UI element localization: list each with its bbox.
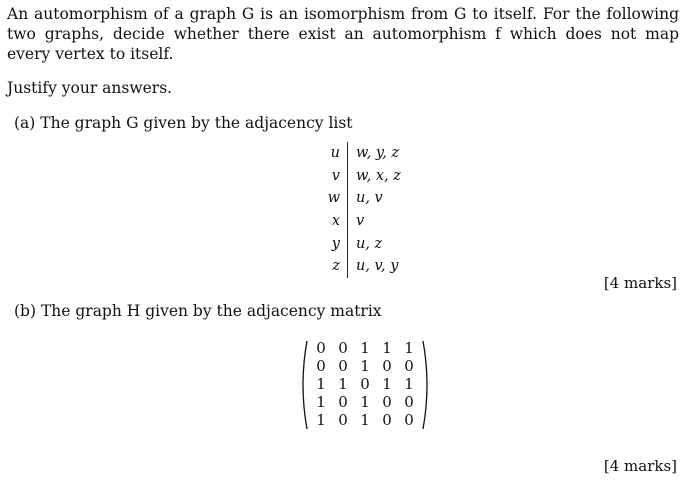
adjacency-vertex: w [327,190,340,207]
matrix-cell: 1 [338,375,348,393]
matrix-cell: 1 [316,411,326,429]
matrix-cell: 0 [404,393,414,411]
matrix-cell: 1 [316,393,326,411]
matrix-cell: 0 [404,357,414,375]
matrix-cell: 1 [382,375,392,393]
matrix-cell: 1 [360,411,370,429]
matrix-row [310,357,420,375]
adjacency-row [318,232,401,255]
matrix-cell: 0 [338,339,348,357]
matrix-cell: 1 [404,375,414,393]
part-b-heading: (b) The graph H given by the adjacency matrix [14,302,382,320]
justify-instruction: Justify your answers. [7,79,173,97]
matrix-cell: 0 [316,357,326,375]
matrix-cell: 0 [316,339,326,357]
adjacency-row [318,210,401,233]
adjacency-neighbors: w, x, z [347,165,401,188]
matrix-cell: 0 [338,393,348,411]
left-parenthesis [298,339,308,431]
adjacency-neighbors: u, z [347,232,382,255]
matrix-cell: 1 [360,393,370,411]
matrix-cell: 1 [360,339,370,357]
matrix-row [310,375,420,393]
adjacency-vertex: z [332,258,340,275]
adjacency-vertex: x [331,213,340,230]
adjacency-row [318,187,401,210]
matrix-cell: 1 [360,357,370,375]
matrix-cell: 0 [338,357,348,375]
matrix-cell: 0 [382,411,392,429]
matrix-cell: 0 [382,393,392,411]
matrix-row [310,393,420,411]
matrix-cell: 1 [382,339,392,357]
adjacency-vertex: y [331,235,340,252]
adjacency-row [318,255,401,278]
adjacency-vertex: u [330,145,340,162]
marks-part-a: [4 marks] [603,274,677,292]
part-a-heading: (a) The graph G given by the adjacency list [14,114,353,132]
matrix-body [308,339,422,431]
matrix-cell: 0 [360,375,370,393]
matrix-cell: 0 [382,357,392,375]
adjacency-neighbors: w, y, z [347,142,399,165]
matrix-row [310,411,420,429]
matrix-cell: 1 [316,375,326,393]
right-parenthesis [422,339,432,431]
adjacency-row [318,165,401,188]
matrix-cell: 0 [338,411,348,429]
adjacency-neighbors: u, v [347,187,383,210]
marks-part-b: [4 marks] [603,457,677,475]
adjacency-list [318,142,401,278]
intro-paragraph: An automorphism of a graph G is an isomorphism from G to itself. For the following two graphs, decide whether there exist an automorphism f which does not map every vertex to itself. [7,5,679,63]
adjacency-row [318,142,401,165]
adjacency-neighbors: u, v, y [347,255,398,278]
adjacency-matrix [298,339,432,431]
matrix-cell: 0 [404,411,414,429]
matrix-cell: 1 [404,339,414,357]
matrix-row [310,339,420,357]
adjacency-vertex: v [331,167,340,184]
adjacency-neighbors: v [347,210,364,233]
